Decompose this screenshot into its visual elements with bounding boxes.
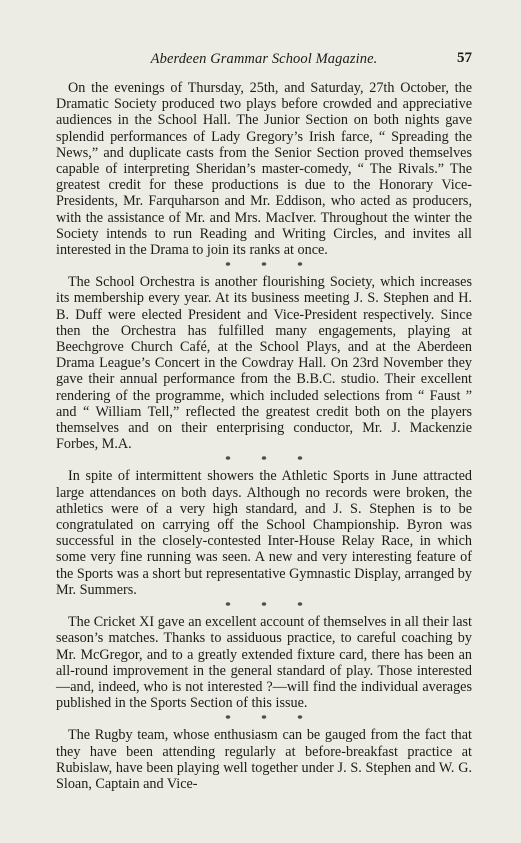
section-separator: * * * xyxy=(225,260,303,273)
section-separator: * * * xyxy=(225,600,303,613)
paragraph-rugby-team: The Rugby team, whose enthusiasm can be gauged from the fact that they have been attending regularly at before-breakfast practice at Rubislaw, have been playing well together under J. S. Stephen and W. G. Sloan, Captain and Vice- xyxy=(56,727,472,792)
page-header xyxy=(56,51,472,71)
running-head: Aberdeen Grammar School Magazine. xyxy=(150,51,378,67)
paragraph-dramatic-society: On the evenings of Thursday, 25th, and Saturday, 27th October, the Dramatic Society produced two plays before crowded and appreciative audiences in the School Hall. The Junior Section on both nights gave splendid performances of Lady Gregory’s Irish farce, “ Spreading the News,” and duplicate casts from the Senior Section proved themselves capable of interpreting Sheridan’s master-comedy, “ The Rivals.” The greatest credit for these productions is due to the Honorary Vice-Presidents, Mr. Farquharson and Mr. Eddison, who acted as producers, with the assistance of Mr. and Mrs. MacIver. Throughout the winter the Society intends to run Reading and Writing Circles, and invites all interested in the Drama to join its ranks at once. xyxy=(56,80,472,259)
section-separator: * * * xyxy=(225,454,303,467)
paragraph-athletic-sports: In spite of intermittent showers the Athletic Sports in June attracted large attendances on both days. Although no records were broken, the athletics were of a very high standard, and J. S. Stephen is to be congratulated on carrying off the School Championship. Byron was successful in the closely-contested Inter-House Relay Race, in which some very fine running was seen. A new and very interesting feature of the Sports was a short but representative Gymnastic Display, arranged by Mr. Summers. xyxy=(56,468,472,598)
paragraph-cricket-xi: The Cricket XI gave an excellent account of themselves in all their last season’s matches. Thanks to assiduous practice, to careful coaching by Mr. McGregor, and to a greatly extended fixture card, there has been an all-round improvement in the general standard of play. Those interested—and, indeed, who is not interested ?—will find the individual averages published in the Sports Section of this issue. xyxy=(56,614,472,712)
article-body xyxy=(56,80,472,792)
page-number: 57 xyxy=(457,50,472,66)
section-separator: * * * xyxy=(225,713,303,726)
paragraph-school-orchestra: The School Orchestra is another flourishing Society, which increases its membership every year. At its business meeting J. S. Stephen and H. B. Duff were elected President and Vice-President respectively. Since then the Orchestra has fulfilled many engagements, playing at Beechgrove Church Café, at the School Plays, and at the Aberdeen Drama League’s Concert in the Cowdray Hall. On 23rd November they gave their annual performance from the B.B.C. studio. Their excellent rendering of the programme, which included selections from “ Faust ” and “ William Tell,” reflected the greatest credit both on the players themselves and on their enterprising conductor, Mr. J. Mackenzie Forbes, M.A. xyxy=(56,274,472,453)
